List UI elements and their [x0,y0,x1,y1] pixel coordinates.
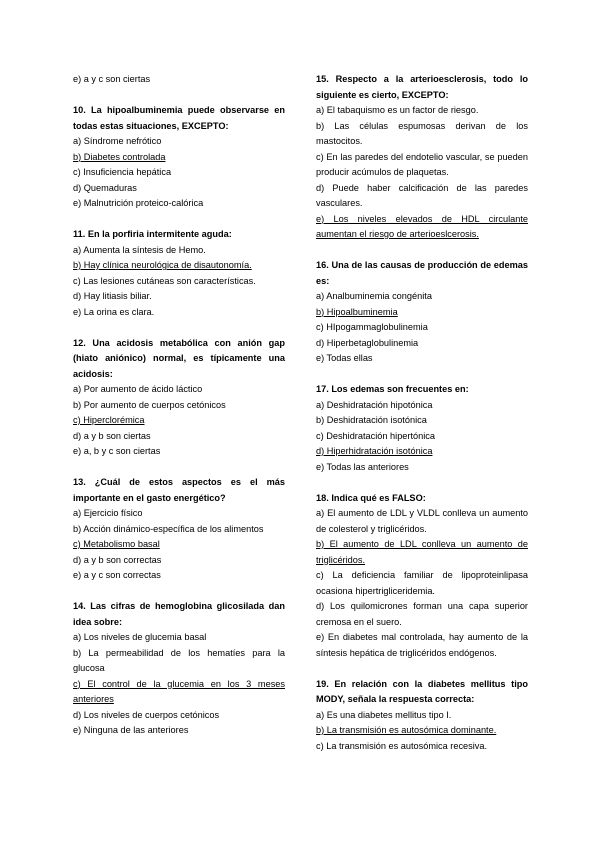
answer-option-correct: b) La transmisión es autosómica dominante. [316,725,497,735]
answer-option: a) Deshidratación hipotónica [316,399,433,410]
answer-option: d) Hiperbetaglobulinemia [316,337,419,348]
answer-option: d) a y b son correctas [73,554,162,565]
answer-option: a) El tabaquismo es un factor de riesgo. [316,105,479,115]
question-block-q17 [316,382,528,475]
question-text: 11. En la porfiria intermitente aguda: [73,229,232,239]
spacer [73,320,285,336]
question-block-q11 [73,227,285,320]
answer-option: a) Ejercicio físico [73,508,143,518]
answer-option: c) En las paredes del endotelio vascular, se pueden producir acúmulos de plaquetas. [316,151,528,177]
question-block-q14 [73,599,285,739]
answer-option: a) Analbuminemia congénita [316,291,432,301]
answer-option: d) Los quilomicrones forman una capa superior cremosa en el suero. [316,601,528,627]
answer-option: e) a y c son ciertas [73,74,151,84]
question-block-q10 [73,103,285,212]
answer-option-correct: c) Metabolismo basal [73,539,160,549]
spacer [73,88,285,104]
answer-option: a) El aumento de LDL y VLDL conlleva un aumento de colesterol y triglicéridos. [316,508,528,534]
left-column [73,72,285,739]
question-text: 14. Las cifras de hemoglobina glicosilada dan idea sobre: [73,601,285,627]
right-column [316,72,528,754]
answer-option-correct: d) Hiperhidratación isotónica [316,446,433,456]
answer-option: c) La deficiencia familiar de lipoproteinlipasa ocasiona hipertrigliceridemia. [316,570,528,596]
answer-option: e) a y c son correctas [73,570,161,580]
answer-option: a) Es una diabetes mellitus tipo I. [316,709,452,720]
answer-option: a) Por aumento de ácido láctico [73,384,203,394]
question-block-q19 [316,677,528,755]
question-text: 18. Indica qué es FALSO: [316,492,426,503]
spacer [316,475,528,491]
spacer [73,584,285,600]
question-block-q12 [73,336,285,460]
spacer [316,367,528,383]
answer-option: c) HIpogammaglobulinemia [316,322,428,332]
answer-option-correct: b) El aumento de LDL conlleva un aumento de triglicéridos. [316,539,528,565]
answer-option: d) a y b son ciertas [73,430,151,441]
question-text: 15. Respecto a la arterioesclerosis, todo lo siguiente es cierto, EXCEPTO: [316,74,528,100]
question-text: 17. Los edemas son frecuentes en: [316,384,469,394]
answer-option: b) La permeabilidad de los hematíes para la glucosa [73,647,285,673]
answer-option: a) Los niveles de glucemia basal [73,632,207,642]
answer-option-correct: c) Hiperclorémica [73,415,145,425]
question-text: 10. La hipoalbuminemia puede observarse en todas estas situaciones, EXCEPTO: [73,105,285,131]
answer-option: c) Insuficiencia hepática [73,167,172,177]
answer-option: b) Por aumento de cuerpos cetónicos [73,399,226,410]
answer-option: d) Hay litiasis biliar. [73,291,152,301]
question-block-q16 [316,258,528,367]
answer-option: b) Deshidratación isotónica [316,415,427,425]
answer-option: b) Las células espumosas derivan de los mastocitos. [316,120,528,146]
answer-option-correct: b) Diabetes controlada [73,151,166,162]
spacer [316,661,528,677]
answer-option-correct: c) El control de la glucemia en los 3 meses anteriores [73,678,285,704]
answer-option: c) La transmisión es autosómica recesiva. [316,740,488,751]
spacer [73,460,285,476]
answer-option: e) Ninguna de las anteriores [73,725,189,735]
question-block-q15 [316,72,528,243]
answer-option: a) Síndrome nefrótico [73,136,162,146]
answer-option: b) Acción dinámico-específica de los alimentos [73,523,264,534]
answer-option: d) Los niveles de cuerpos cetónicos [73,709,220,720]
answer-option: e) La orina es clara. [73,306,155,317]
question-text: 12. Una acidosis metabólica con anión gap (hiato aniónico) normal, es típicamente una acidosis: [73,337,285,379]
answer-option: c) Las lesiones cutáneas son características. [73,275,256,286]
question-block-q13 [73,475,285,584]
answer-option: a) Aumenta la síntesis de Hemo. [73,244,206,255]
answer-option: d) Quemaduras [73,182,137,193]
answer-option: e) Malnutrición proteico-calórica [73,198,204,208]
answer-option: e) Todas ellas [316,353,373,363]
question-block-pre [73,72,285,88]
answer-option-correct: b) Hipoalbuminemia [316,306,398,317]
answer-option: e) En diabetes mal controlada, hay aumento de la síntesis hepática de triglicéridos endógenos. [316,632,528,658]
question-block-q18 [316,491,528,662]
answer-option: e) a, b y c son ciertas [73,446,161,456]
question-text: 16. Una de las causas de producción de edemas es: [316,260,528,286]
spacer [316,243,528,259]
question-text: 13. ¿Cuál de estos aspectos es el más importante en el gasto energético? [73,477,285,503]
answer-option: d) Puede haber calcificación de las paredes vasculares. [316,182,528,208]
answer-option-correct: e) Los niveles elevados de HDL circulante aumentan el riesgo de arterioeslcerosis. [316,213,528,239]
answer-option: e) Todas las anteriores [316,461,409,472]
spacer [73,212,285,228]
answer-option: c) Deshidratación hipertónica [316,430,435,441]
answer-option-correct: b) Hay clínica neurológica de disautonomía. [73,260,252,270]
question-text: 19. En relación con la diabetes mellitus tipo MODY, señala la respuesta correcta: [316,678,528,704]
